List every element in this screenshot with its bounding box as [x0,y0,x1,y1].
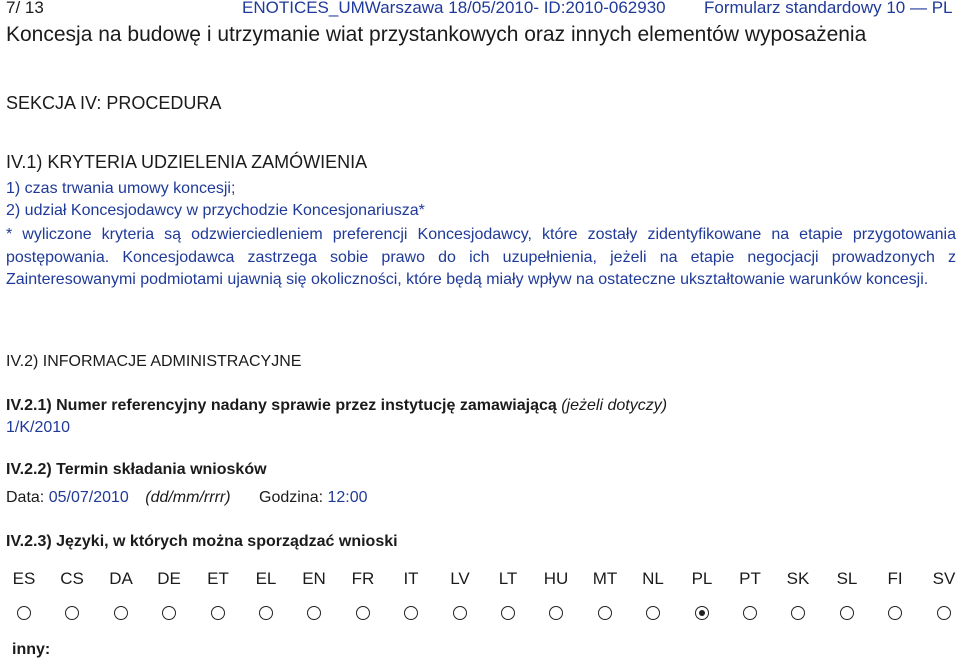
other-language-label: inny: [12,641,51,658]
lang-radio-pl[interactable] [695,606,709,620]
lang-label-sk: SK [786,569,810,588]
lang-label-fi: FI [887,569,903,588]
notice-id: ENOTICES_UMWarszawa 18/05/2010- ID:2010-062930 [242,0,666,17]
date-format: (dd/mm/rrrr) [145,489,231,506]
lang-label-el: EL [255,569,277,588]
lang-radio-sl[interactable] [840,606,854,620]
lang-radio-hu[interactable] [549,606,563,620]
lang-radio-de[interactable] [162,606,176,620]
page-number: 7/ 13 [6,0,44,17]
lang-label-sv: SV [932,569,956,588]
date-value: 05/07/2010 [48,489,129,506]
date-label: Data: [6,489,45,506]
time-value: 12:00 [327,489,368,506]
criteria-item-1: 1) czas trwania umowy koncesji; [6,180,236,197]
reference-number-value: 1/K/2010 [6,419,71,436]
lang-label-en: EN [302,569,326,588]
criteria-note: * wyliczone kryteria są odzwierciedleniem preferencji Koncesjodawcy, które zostały zidentyfikowane na etapie przygotowania postępowania. Koncesjodawca zastrzega sobie prawo do ich uzupełnienia, jeżeli na etapie negocjacji prowadzonych z Zainteresowanymi podmiotami ujawnią się okoliczności, które będą miały wpływ na ostateczne ukształtowanie warunków koncesji. [6,226,956,288]
notice-title: Koncesja na budowę i utrzymanie wiat przystankowych oraz innych elementów wyposażenia [6,23,867,46]
reference-number-row [6,397,667,415]
lang-label-de: DE [157,569,181,588]
lang-radio-it[interactable] [404,606,418,620]
lang-radio-en[interactable] [307,606,321,620]
lang-label-da: DA [109,569,133,588]
lang-label-pt: PT [739,569,761,588]
lang-label-es: ES [12,569,36,588]
lang-label-pl: PL [691,569,713,588]
lang-label-lv: LV [450,569,470,588]
lang-radio-sv[interactable] [937,606,951,620]
lang-label-lt: LT [498,569,518,588]
language-labels [0,569,960,593]
lang-label-fr: FR [351,569,375,588]
lang-radio-cs[interactable] [65,606,79,620]
criteria-item-2: 2) udział Koncesjodawcy w przychodzie Koncesjonariusza* [6,202,425,219]
form-type: Formularz standardowy 10 — PL [704,0,953,17]
time-label: Godzina: [259,489,324,506]
lang-label-cs: CS [60,569,84,588]
lang-radio-lt[interactable] [501,606,515,620]
section-heading: SEKCJA IV: PROCEDURA [6,93,222,113]
lang-radio-es[interactable] [17,606,31,620]
lang-radio-da[interactable] [114,606,128,620]
lang-label-nl: NL [642,569,664,588]
lang-radio-mt[interactable] [598,606,612,620]
lang-radio-nl[interactable] [646,606,660,620]
lang-label-sl: SL [836,569,858,588]
criteria-heading: IV.1) KRYTERIA UDZIELENIA ZAMÓWIENIA [6,152,368,172]
lang-radio-fr[interactable] [356,606,370,620]
lang-radio-et[interactable] [211,606,225,620]
deadline-heading: IV.2.2) Termin składania wniosków [6,461,267,478]
admin-info-heading: IV.2) INFORMACJE ADMINISTRACYJNE [6,353,302,370]
lang-radio-el[interactable] [259,606,273,620]
reference-number-label: IV.2.1) Numer referencyjny nadany sprawie przez instytucję zamawiającą [6,397,557,414]
lang-label-mt: MT [592,569,618,588]
lang-radio-pt[interactable] [743,606,757,620]
languages-heading: IV.2.3) Języki, w których można sporządzać wnioski [6,533,398,550]
lang-radio-sk[interactable] [791,606,805,620]
lang-radio-fi[interactable] [888,606,902,620]
deadline-row [6,489,368,507]
lang-label-et: ET [207,569,229,588]
lang-label-hu: HU [543,569,569,588]
lang-label-it: IT [403,569,419,588]
lang-radio-lv[interactable] [453,606,467,620]
reference-number-note: (jeżeli dotyczy) [561,397,668,414]
